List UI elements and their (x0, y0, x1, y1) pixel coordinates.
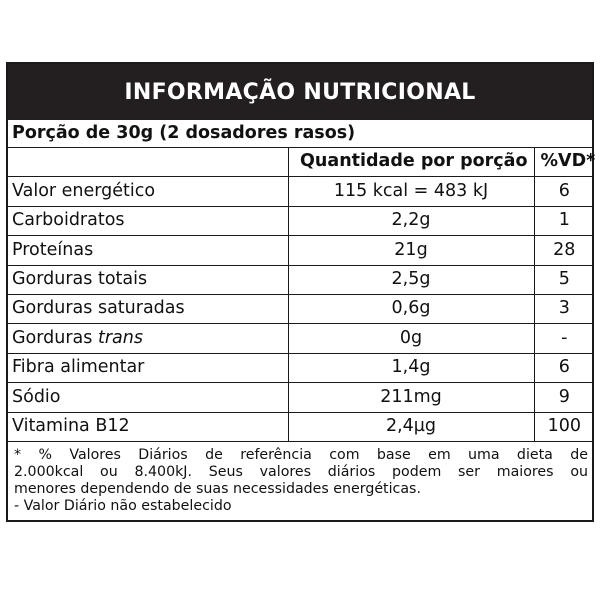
column-header-row (8, 148, 594, 177)
nutrient-dv: 9 (534, 383, 594, 412)
nutrient-name: Fibra alimentar (8, 353, 288, 382)
nutrient-quantity: 0g (288, 324, 534, 353)
table-row (8, 177, 594, 206)
table-row (8, 206, 594, 235)
nutrient-dv: 3 (534, 294, 594, 323)
nutrient-name: Gorduras saturadas (8, 294, 288, 323)
nutrient-name: Carboidratos (8, 206, 288, 235)
footnote-line: * % Valores Diários de referência com base em uma dieta de (14, 446, 588, 463)
table-row (8, 265, 594, 294)
table-row (8, 236, 594, 265)
nutrient-dv: 6 (534, 177, 594, 206)
table-row (8, 324, 594, 353)
portion-row (8, 120, 594, 148)
nutrition-title: INFORMAÇÃO NUTRICIONAL (8, 64, 592, 120)
nutrient-dv: 6 (534, 353, 594, 382)
nutrient-quantity: 115 kcal = 483 kJ (288, 177, 534, 206)
nutrient-dv: 28 (534, 236, 594, 265)
nutrient-quantity: 1,4g (288, 353, 534, 382)
nutrient-quantity: 2,2g (288, 206, 534, 235)
footnote-line: - Valor Diário não estabelecido (14, 497, 232, 514)
table-row (8, 353, 594, 382)
nutrient-quantity: 2,4µg (288, 412, 534, 441)
nutrient-name: Gorduras totais (8, 265, 288, 294)
nutrient-quantity: 21g (288, 236, 534, 265)
nutrient-name-italic: trans (97, 327, 143, 348)
table-row (8, 412, 594, 441)
column-header-dv: %VD* (534, 148, 594, 177)
table-row (8, 294, 594, 323)
nutrient-name (8, 324, 288, 353)
nutrient-dv: 1 (534, 206, 594, 235)
nutrient-dv: 100 (534, 412, 594, 441)
nutrient-name-prefix: Gorduras (12, 327, 98, 348)
nutrient-name: Valor energético (8, 177, 288, 206)
nutrition-facts-panel (6, 62, 594, 522)
nutrient-name: Proteínas (8, 236, 288, 265)
column-header-blank (8, 148, 288, 177)
nutrient-quantity: 0,6g (288, 294, 534, 323)
nutrient-quantity: 2,5g (288, 265, 534, 294)
table-row (8, 383, 594, 412)
footnote (8, 442, 592, 515)
nutrient-name: Sódio (8, 383, 288, 412)
nutrition-table (8, 120, 594, 442)
nutrient-name: Vitamina B12 (8, 412, 288, 441)
column-header-quantity: Quantidade por porção (288, 148, 534, 177)
nutrient-dv: 5 (534, 265, 594, 294)
nutrient-dv: - (534, 324, 594, 353)
nutrient-quantity: 211mg (288, 383, 534, 412)
portion-size: Porção de 30g (2 dosadores rasos) (8, 120, 594, 148)
footnote-line: 2.000kcal ou 8.400kJ. Seus valores diários podem ser maiores ou (14, 463, 588, 480)
footnote-line: menores dependendo de suas necessidades energéticas. (14, 480, 421, 497)
